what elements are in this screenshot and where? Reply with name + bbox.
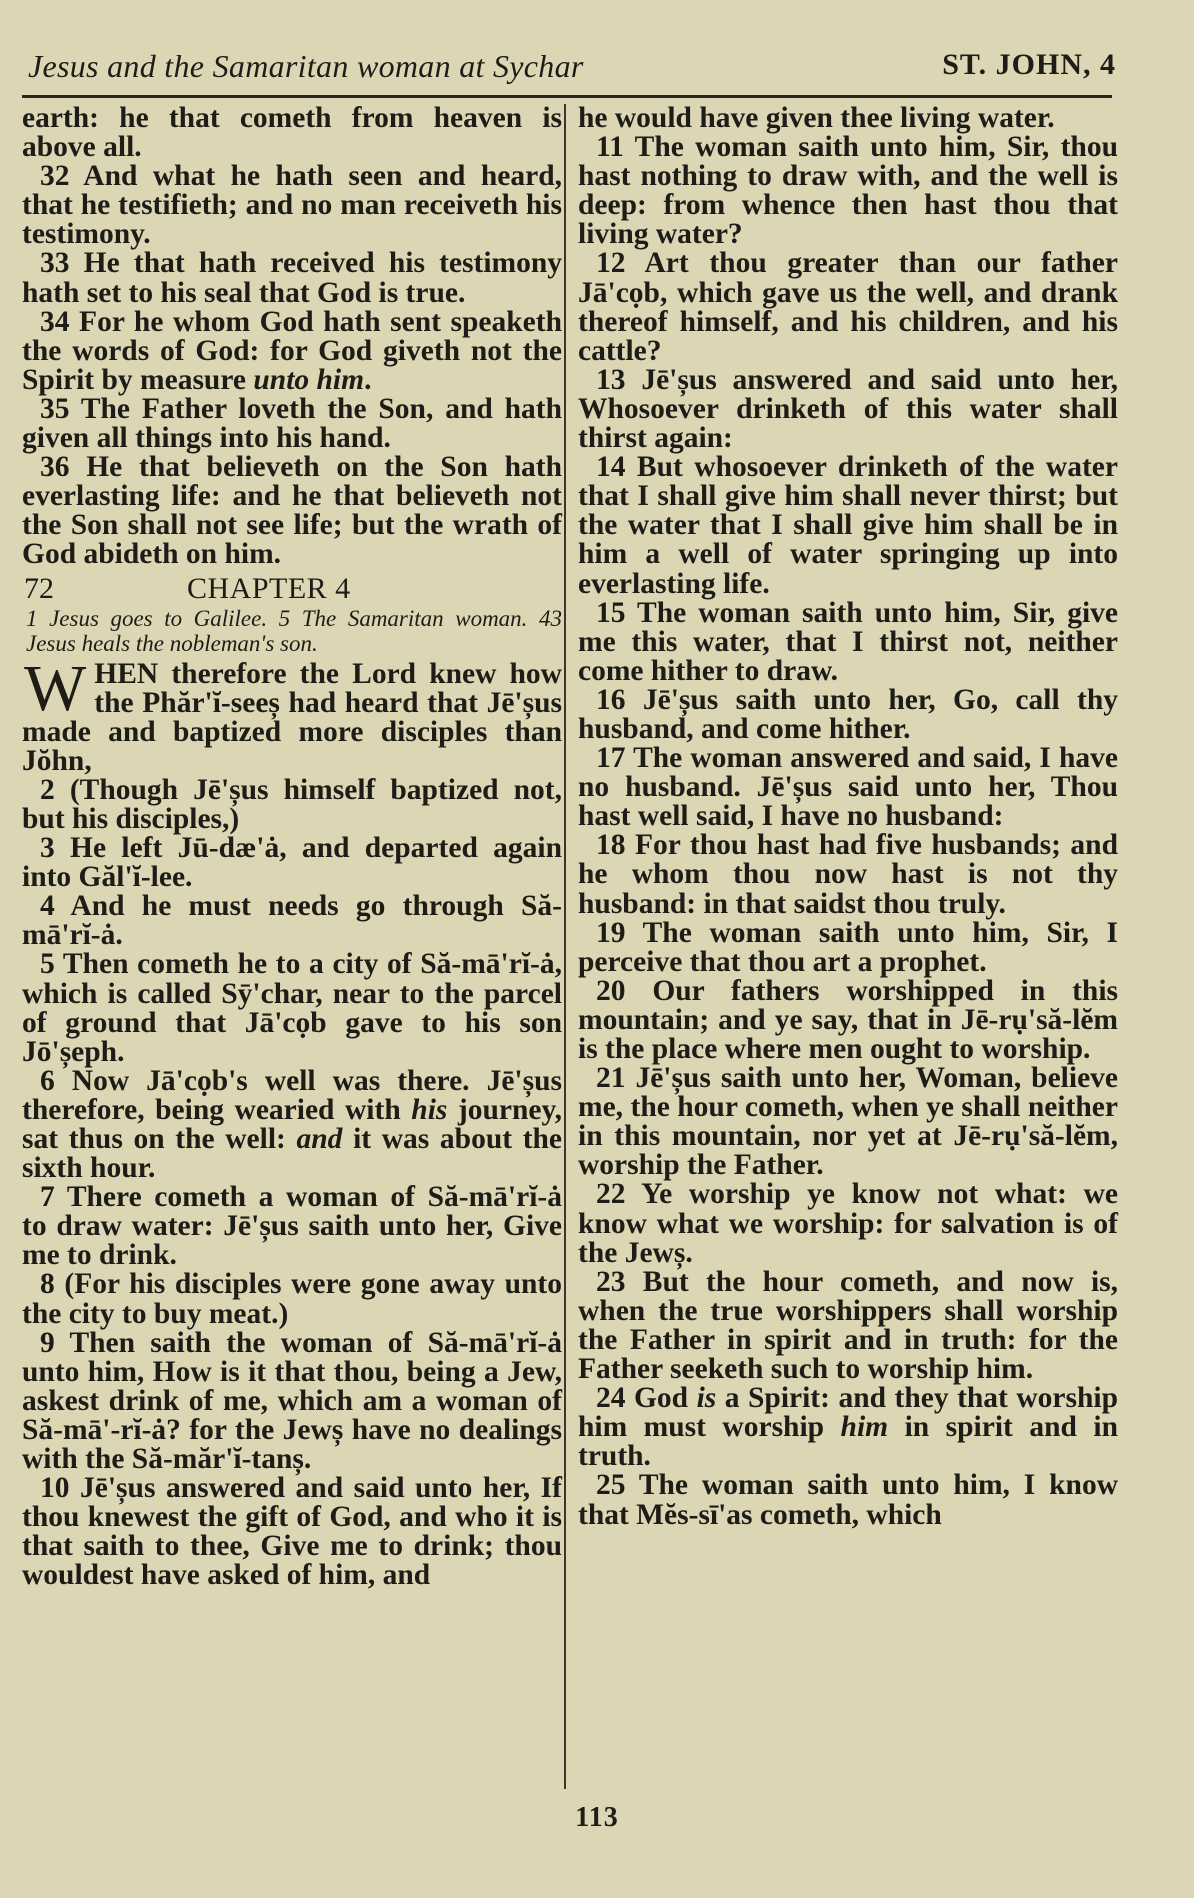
verse xyxy=(22,1474,562,1590)
verse-continuation xyxy=(578,104,1118,133)
text-run: 1 Jesus goes to Galilee. 5 The Samaritan woman. 43 Jesus heals the nobleman's son. xyxy=(26,605,562,656)
text-run: 13 Jē'șus answered and said unto her, Whosoever drinketh of this water shall thirst again: xyxy=(578,363,1118,455)
italic-text: unto him xyxy=(253,363,365,396)
verse xyxy=(578,363,1118,455)
text-run: it was about the sixth hour. xyxy=(22,1123,563,1185)
verse xyxy=(22,453,562,569)
verse xyxy=(22,162,562,249)
text-run: 5 Then cometh he to a city of Să-mā'rĭ-ȧ, which is called Sȳ'char, near to the parcel of ground that Jā'cọb gave to his son Jō'șeph. xyxy=(22,948,562,1068)
text-run: 3 He left Jū-dæ'ȧ, and departed again into Găl'ĭ-lee. xyxy=(22,832,562,894)
verse xyxy=(22,1270,562,1328)
text-run: 10 Jē'șus answered and said unto her, If thou knewest the gift of God, and who it is that saith to thee, Give me to drink; thou wouldest have asked of him, and xyxy=(22,1472,562,1592)
right-column xyxy=(578,104,1118,1530)
verse xyxy=(578,1064,1118,1180)
running-header xyxy=(22,42,1120,94)
text-run: 15 The woman saith unto him, Sir, give me this water, that I thirst not, neither come hither to draw. xyxy=(578,596,1118,687)
text-run: 17 The woman answered and said, I have no husband. Jē'șus said unto her, Thou hast well said, I have no husband: xyxy=(578,742,1118,833)
verse xyxy=(578,133,1118,249)
header-topic: Jesus and the Samaritan woman at Sychar xyxy=(28,48,584,84)
text-run: 12 Art thou greater than our father Jā'cọb, which gave us the well, and drank thereof himself, and his children, and his cattle? xyxy=(578,247,1118,367)
text-run: he would have given thee living water. xyxy=(578,102,1055,134)
left-column xyxy=(22,104,562,1591)
chapter-summary xyxy=(22,606,562,656)
text-run: earth: he that cometh from heaven is above all. xyxy=(22,102,562,164)
verse xyxy=(22,834,562,892)
text-run: HEN therefore the Lord knew how the Phăr'ĭ-seeș had heard that Jē'șus made and baptized more disciples than Jŏhn, xyxy=(22,657,562,777)
verse xyxy=(22,1326,562,1476)
verse xyxy=(578,744,1118,831)
text-run: 25 The woman saith unto him, I know that Mĕs-sī'as cometh, which xyxy=(578,1469,1118,1531)
text-run: 21 Jē'șus saith unto her, Woman, believe me, the hour cometh, when ye shall neither in this mountain, nor yet at Jē-rụ'să-lĕm, worship the Father. xyxy=(578,1062,1118,1182)
chapter-title: CHAPTER 4 xyxy=(187,571,351,605)
text-run: 35 The Father loveth the Son, and hath given all things into his hand. xyxy=(22,392,562,455)
text-run: 2 (Though Jē'șus himself baptized not, but his disciples,) xyxy=(22,773,562,835)
italic-text: is xyxy=(696,1382,717,1415)
italic-text: him xyxy=(840,1411,889,1444)
text-run: . xyxy=(364,363,372,396)
text-run: 6 Now Jā'cọb's well was there. Jē'șus therefore, being wearied with xyxy=(22,1064,562,1126)
verse xyxy=(578,1265,1118,1386)
text-run: 32 And what he hath seen and heard, that he testifieth; and no man receiveth his testimony. xyxy=(22,160,562,251)
text-run: 16 Jē'șus saith unto her, Go, call thy husband, and come hither. xyxy=(578,683,1118,745)
verse xyxy=(578,916,1118,978)
text-run: 14 But whosoever drinketh of the water that I shall give him shall never thirst; but the water that I shall give him shall be in him a well of water springing up into everlasting life. xyxy=(578,451,1118,600)
verse xyxy=(22,773,562,835)
text-run: 7 There cometh a woman of Să-mā'rĭ-ȧ to draw water: Jē'șus saith unto her, Give me to drink. xyxy=(22,1181,562,1272)
text-run: 19 The woman saith unto him, Sir, I perceive that thou art a prophet. xyxy=(578,916,1118,978)
text-run: 36 He that believeth on the Son hath everlasting life: and he that believeth not the Son shall not see life; but the wrath of God abideth on him. xyxy=(22,451,562,571)
drop-cap: W xyxy=(24,651,87,725)
text-run: 24 God xyxy=(596,1382,697,1415)
verse xyxy=(22,1183,562,1270)
verse xyxy=(22,892,562,950)
verse xyxy=(22,392,562,455)
verse xyxy=(578,596,1118,687)
verse-continuation xyxy=(22,104,562,162)
text-run: 18 For thou hast had five husbands; and he whom thou now hast is not thy husband: in that saidst thou truly. xyxy=(578,829,1118,920)
verse xyxy=(578,1471,1118,1529)
verse xyxy=(22,249,562,307)
text-run: 22 Ye worship ye know not what: we know what we worship: for salvation is of the Jewș. xyxy=(578,1178,1118,1269)
text-run: in spirit and in truth. xyxy=(578,1411,1118,1473)
text-run: 20 Our fathers worshipped in this mountain; and ye say, that in Jē-rụ'să-lĕm is the place where men ought to worship. xyxy=(578,974,1118,1065)
italic-text: his xyxy=(411,1093,448,1126)
verse xyxy=(22,1064,563,1185)
text-run: 8 (For his disciples were gone away unto the city to buy meat.) xyxy=(22,1268,562,1330)
chapter-heading xyxy=(22,571,562,606)
verse xyxy=(22,305,562,396)
text-run: 4 And he must needs go through Să-mā'rĭ-ȧ. xyxy=(22,890,562,952)
header-rule xyxy=(22,95,1112,98)
text-run: 34 For he whom God hath sent speaketh the words of God: for God giveth not the Spirit by measure xyxy=(22,305,562,396)
verse xyxy=(578,249,1118,365)
text-run: journey, sat thus on the well: xyxy=(22,1093,562,1155)
verse-1 xyxy=(22,651,562,777)
header-book-chapter: ST. JOHN, 4 xyxy=(942,48,1116,81)
page-number: 113 xyxy=(575,1802,619,1833)
column-divider xyxy=(564,104,566,1789)
verse xyxy=(578,974,1118,1065)
text-run: 33 He that hath received his testimony hath set to his seal that God is true. xyxy=(22,247,562,309)
verse xyxy=(578,1180,1118,1267)
verse xyxy=(578,683,1118,745)
verse xyxy=(578,831,1118,918)
text-run: a Spirit: and they that worship him must worship xyxy=(578,1382,1118,1444)
italic-text: and xyxy=(296,1123,343,1155)
text-run: 23 But the hour cometh, and now is, when the true worshippers shall worship the Father in spirit and in truth: for the Father seeketh such to worship him. xyxy=(578,1265,1118,1386)
text-run: 9 Then saith the woman of Să-mā'rĭ-ȧ unto him, How is it that thou, being a Jew, askest drink of me, which am a woman of Să-mā'-rĭ-ȧ? for the Jewș have no dealings with the Să-măr'ĭ-tanș. xyxy=(22,1326,562,1476)
verse xyxy=(578,453,1118,598)
text-run: 11 The woman saith unto him, Sir, thou hast nothing to draw with, and the well is deep: from whence then hast thou that living water? xyxy=(578,131,1118,251)
chapter-page-ref: 72 xyxy=(24,571,54,605)
verse xyxy=(578,1384,1118,1471)
verse xyxy=(22,950,562,1066)
